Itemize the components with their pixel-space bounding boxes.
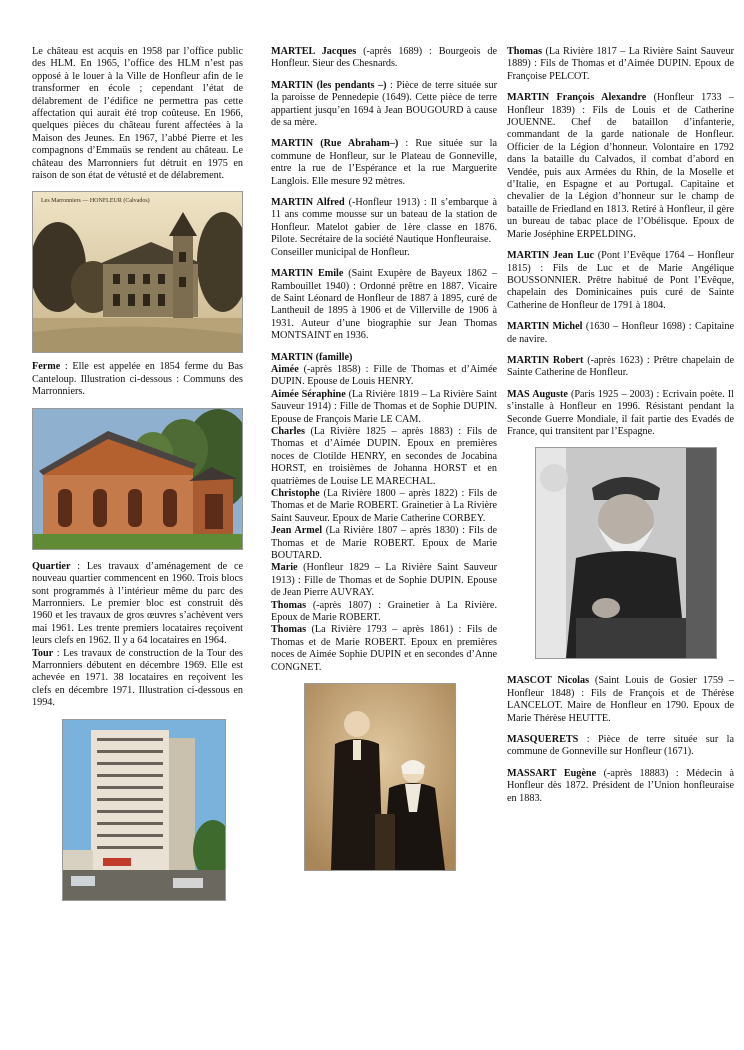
massart-text: (-après 18883) : Médecin à Honfleur dès 1872. Président de l’Union honfleuraise en 1883. bbox=[507, 767, 734, 804]
mascot-entry bbox=[507, 675, 734, 725]
thomas-1-heading: Thomas bbox=[271, 599, 307, 611]
aimee-entry bbox=[271, 364, 497, 389]
communs-photo bbox=[32, 408, 243, 550]
christophe-entry bbox=[271, 488, 497, 525]
column-2 bbox=[271, 46, 497, 871]
column-1 bbox=[32, 46, 243, 901]
aimee-seraphine-entry bbox=[271, 389, 497, 426]
jean-armel-heading: Jean Armel bbox=[271, 525, 323, 537]
emile-text: (Saint Exupère de Bayeux 1862 – Rambouillet 1940) : Ordonné prêtre en 1887. Vicaire de Saint Léonard de Honfleur de 1887 à 1895, curé de Lantheuil de 1895 à 1906 et de Villerville de 1906 à 1931. Auteur d’une biographie sur Jean Thomas MONTSAINT en 1936. bbox=[271, 268, 497, 342]
alfred-text: (-Honfleur 1913) : Il s’embarque à 11 ans comme mousse sur un bateau de la station de Honfleur. Matelot gabier de 1ère classe en 1876. Pilote. Secrétaire de la société Nautique Honfleuraise. bbox=[271, 197, 497, 246]
charles-text: (La Rivière 1825 – après 1883) : Fils de Thomas et d’Aimée DUPIN. Epoux en premières noces de Clotilde HENRY, en secondes de Jocabina HORST, en troisièmes de Johanna HORST et en quatrièmes de Louise LE MARECHAL. bbox=[271, 425, 497, 487]
rue-heading: MARTIN (Rue Abraham–) bbox=[271, 138, 399, 150]
chateau-paragraph: Le château est acquis en 1958 par l’office public des HLM. En 1965, l’office des HLM n’est pas opposé à le louer à la Ville de Honfleur afin de le transformer en école ; cependant l’état de délabrement de l’édifice ne permettra pas cette affectation qui aurait été trop coûteuse. En 1966, quelques pièces du château furent affectées à la Maison des Jeunes. En 1967, l’abbé Pierre et les compagnons d’Emmaüs se rendent au château. Le château des Marronniers fut détruit en 1975 en raison de son état de vétusté et de délabrement. bbox=[32, 46, 243, 182]
column-3 bbox=[507, 46, 734, 814]
alfred-entry bbox=[271, 197, 497, 247]
thomas-2-heading: Thomas bbox=[271, 624, 307, 636]
christophe-text: (La Rivière 1800 – après 1822) : Fils de Thomas et de Marie ROBERT. Grainetier à La Rivière Saint Sauveur. Epoux de Marie Catherine CORBEY. bbox=[271, 488, 497, 524]
francois-heading: MARTIN François Alexandre bbox=[507, 92, 647, 104]
chateau-illustration bbox=[33, 192, 242, 352]
aimee-heading: Aimée bbox=[271, 363, 299, 375]
michel-entry bbox=[507, 321, 734, 346]
mas-entry bbox=[507, 389, 734, 439]
massart-heading: MASSART Eugène bbox=[507, 767, 597, 779]
mas-text: (Paris 1925 – 2003) : Ecrivain poète. Il s’installe à Honfleur en 1996. Résistant pendant la Seconde Guerre Mondiale, il fait partie des Evadés de France, qui transitent par l’Espagne. bbox=[507, 388, 734, 437]
famille-heading: MARTIN (famille) bbox=[271, 351, 353, 363]
marie-text: (Honfleur 1829 – La Rivière Saint Sauveur 1913) : Fille de Thomas et de Sophie DUPIN. Epouse de Jean Pierre AUVRAY. bbox=[271, 562, 497, 599]
emile-heading: MARTIN Emile bbox=[271, 268, 344, 280]
michel-text: (1630 – Honfleur 1698) : Capitaine de navire. bbox=[507, 321, 734, 345]
jean-luc-text: (Pont l’Evêque 1764 – Honfleur 1815) : Fils de Luc et de Marie Angélique BOUSSONNIER. Prêtre habitué de Pont l’Evêque, chapelain des Dominicaines puis curé de Sainte Catherine de Honfleur de 1791 à 1804. bbox=[507, 250, 735, 311]
thomas-3-entry bbox=[507, 46, 734, 83]
aimee-seraphine-text: (La Rivière 1819 – La Rivière Saint Sauveur 1914) : Fille de Thomas et de Sophie DUPIN. Epouse de François Marie LE CAM. bbox=[271, 388, 497, 425]
tour-heading: Tour bbox=[32, 647, 54, 659]
pendants-text: : Pièce de terre située sur la paroisse de Pennedepie (1649). Cette pièce de terre appartient jusqu’en 1694 à Jean BOUGOURD à cause de sa mère. bbox=[271, 79, 497, 129]
communs-illustration bbox=[33, 409, 242, 549]
robert-text: (-après 1623) : Prêtre chapelain de Sainte Catherine de Honfleur. bbox=[507, 354, 734, 379]
jean-armel-entry bbox=[271, 525, 497, 562]
tour-illustration bbox=[63, 720, 225, 900]
massart-entry bbox=[507, 768, 734, 805]
thomas-2-entry bbox=[271, 624, 497, 674]
emile-entry bbox=[271, 268, 497, 342]
francois-entry bbox=[507, 92, 734, 241]
aimee-seraphine-heading: Aimée Séraphine bbox=[271, 388, 346, 400]
tour-entry bbox=[32, 648, 243, 710]
jean-armel-text: (La Rivière 1807 – après 1830) : Fils de Thomas et de Marie ROBERT. Epoux de Marie BOUTARD. bbox=[271, 525, 498, 562]
ferme-entry bbox=[32, 361, 243, 398]
thomas-1-text: (-après 1807) : Grainetier à La Rivière. Epoux de Marie ROBERT. bbox=[271, 599, 497, 624]
masquerets-heading: MASQUERETS bbox=[507, 734, 579, 745]
pendants-entry bbox=[271, 80, 497, 130]
marie-heading: Marie bbox=[271, 562, 298, 574]
mas-portrait-photo bbox=[535, 447, 717, 659]
postcard-caption: Les Marronniers — HONFLEUR (Calvados) bbox=[41, 198, 150, 205]
christophe-heading: Christophe bbox=[271, 488, 320, 499]
mascot-text: (Saint Louis de Gosier 1759 – Honfleur 1848) : Fils de François et de Thérèse LANCELOT. Maire de Honfleur en 1790. Epoux de Marie Thérèse HEUTTE. bbox=[507, 675, 734, 724]
chateau-postcard-photo bbox=[32, 191, 243, 353]
mas-heading: MAS Auguste bbox=[507, 388, 568, 400]
marie-entry bbox=[271, 562, 497, 599]
thomas-1-entry bbox=[271, 600, 497, 625]
couple-portrait-photo bbox=[304, 683, 456, 871]
jean-luc-heading: MARTIN Jean Luc bbox=[507, 250, 595, 262]
charles-entry bbox=[271, 426, 497, 488]
quartier-heading: Quartier bbox=[32, 560, 71, 572]
masquerets-text: : Pièce de terre située sur la commune de Gonneville sur Honfleur (1671). bbox=[507, 734, 734, 758]
rue-entry bbox=[271, 138, 497, 188]
alfred-heading: MARTIN Alfred bbox=[271, 197, 345, 209]
couple-illustration bbox=[305, 684, 455, 870]
thomas-2-text: (La Rivière 1793 – après 1861) : Fils de Thomas et de Marie ROBERT. Epoux en premières noces de Aimée Sophie DUPIN et en secondes d’Anne CONGNET. bbox=[271, 624, 497, 673]
martel-text: (-après 1689) : Bourgeois de Honfleur. Sieur des Chesnards. bbox=[271, 46, 497, 70]
pendants-heading: MARTIN (les pendants –) bbox=[271, 79, 387, 91]
quartier-entry bbox=[32, 561, 243, 648]
robert-heading: MARTIN Robert bbox=[507, 354, 584, 366]
martel-entry bbox=[271, 46, 497, 71]
martel-heading: MARTEL Jacques bbox=[271, 46, 357, 57]
tour-text: : Les travaux de construction de la Tour des Marronniers débutent en décembre 1969. Elle est achevée en 1971. 38 locataires en reçoivent les clefs en décembre 1971. Illustration ci-dessous en 1994. bbox=[32, 647, 243, 709]
francois-text: (Honfleur 1733 – Honfleur 1839) : Fils de Louis et de Catherine JOUENNE. Chef de bataillon d’infanterie, commandant de la garde nationale de Honfleur. Officier de la Légion d’honneur. Volontaire en 1792 dans la bataille du Calvados, il combat d’abord en Vendée, puis aux Armées du Rhin, de la Moselle et d’Italie, en Espagne et au Portugal. Capitaine et chevalier de la Légion d’honneur sur le champ de bataille de Friedland en 1813. Retiré à Honfleur, il gère un bureau de tabac place de l’Obélisque. Epoux de Marie Joséphine ERPELDING. bbox=[507, 92, 734, 240]
alfred-entry-2: Conseiller municipal de Honfleur. bbox=[271, 246, 410, 258]
ferme-heading: Ferme bbox=[32, 361, 61, 373]
thomas-3-text: (La Rivière 1817 – La Rivière Saint Sauveur 1889) : Fils de Thomas et d’Aimée DUPIN. Epoux de Françoise PELCOT. bbox=[507, 46, 734, 82]
charles-heading: Charles bbox=[271, 425, 305, 437]
thomas-3-heading: Thomas bbox=[507, 46, 543, 57]
robert-entry bbox=[507, 355, 734, 380]
rue-text: : Rue située sur la commune de Honfleur, sur le Plateau de Gonneville, entre la rue de l’Espérance et la rue Marguerite Langlois. Elle mesure 92 mètres. bbox=[271, 138, 497, 187]
mascot-heading: MASCOT Nicolas bbox=[507, 675, 590, 687]
mas-illustration bbox=[536, 448, 716, 658]
jean-luc-entry bbox=[507, 250, 734, 312]
tour-photo bbox=[62, 719, 226, 901]
masquerets-entry bbox=[507, 734, 734, 759]
aimee-text: (-après 1858) : Fille de Thomas et d’Aimée DUPIN. Epouse de Louis HENRY. bbox=[271, 363, 497, 388]
michel-heading: MARTIN Michel bbox=[507, 321, 583, 333]
quartier-text: : Les travaux d’aménagement de ce nouveau quartier commencent en 1960. Trois blocs sont programmés à l’intérieur même du parc des Marronniers. Le premier bloc est construit dès 1960 et les travaux de gros œuvres s’achèvent vers mai 1961. Les trente premiers locataires reçoivent leurs clefs en 1962. Il y a 64 locataires en 1964. bbox=[32, 560, 243, 647]
ferme-text: : Elle est appelée en 1854 ferme du Bas Canteloup. Illustration ci-dessous : Communs des Marronniers. bbox=[32, 361, 243, 398]
